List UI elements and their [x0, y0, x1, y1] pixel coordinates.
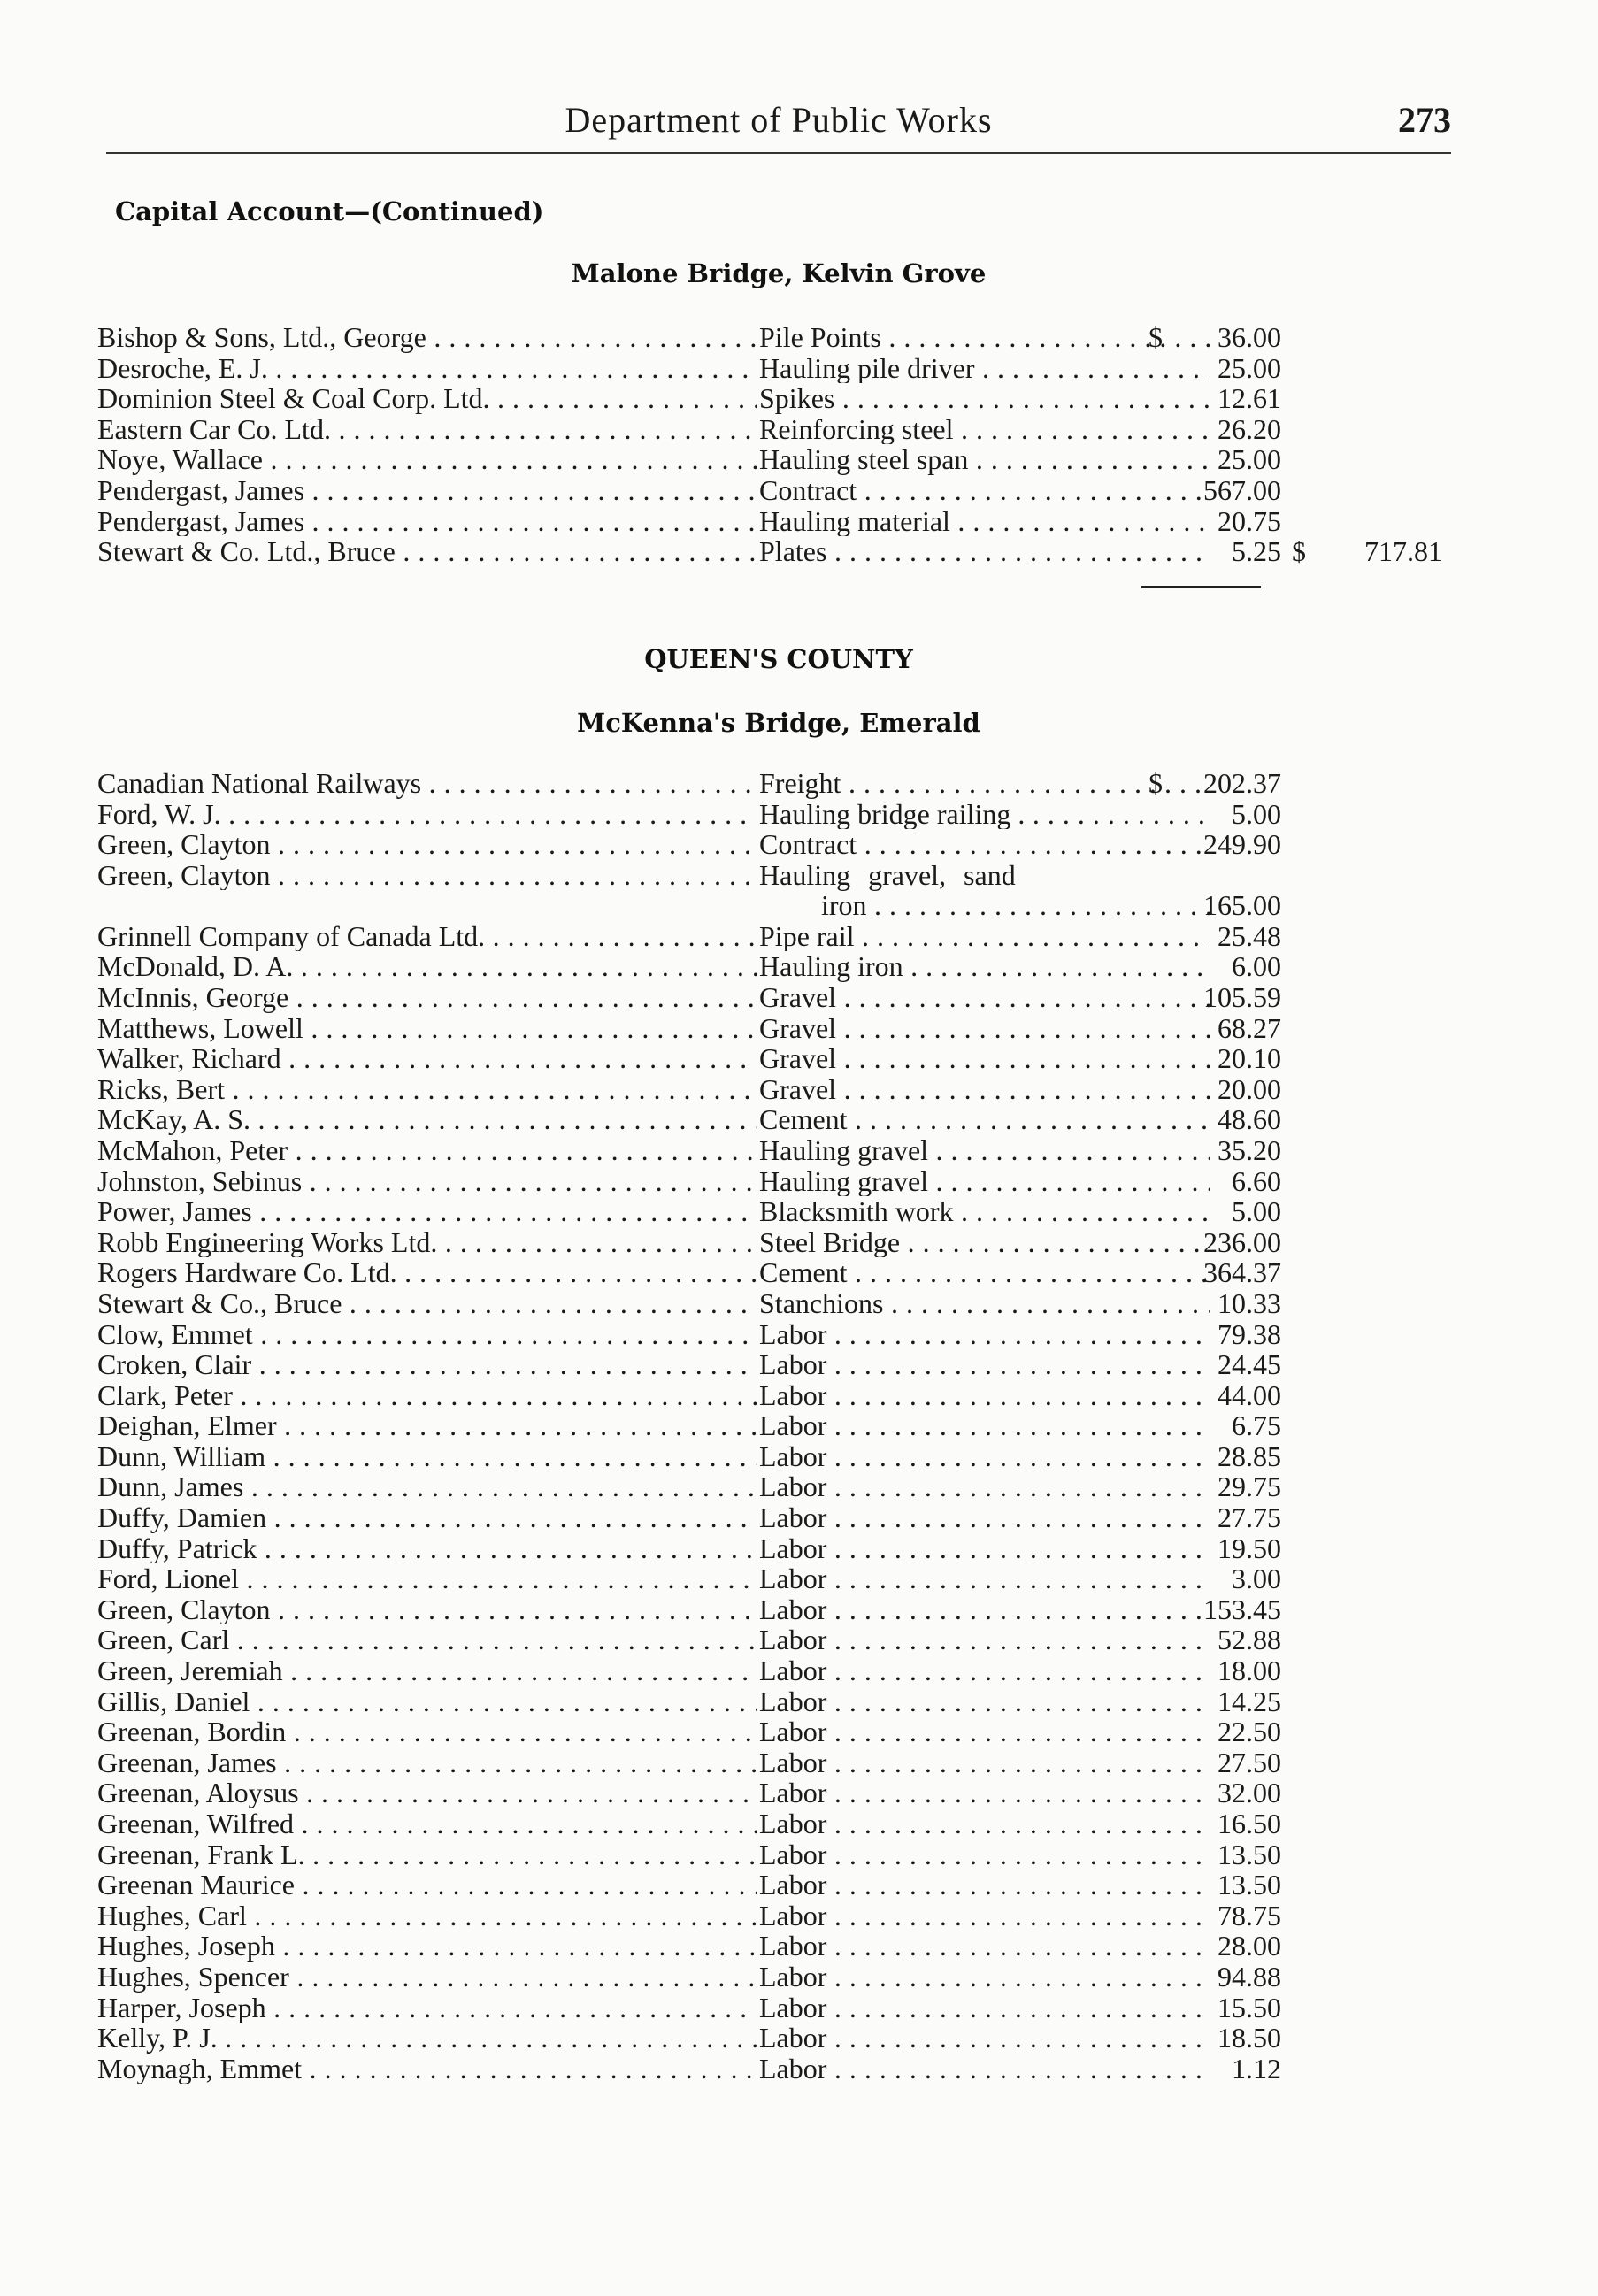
payee-name: Ford, W. J. . . .: [97, 799, 757, 830]
payee-name: Rogers Hardware Co. Ltd. . . .: [97, 1257, 757, 1288]
expense-item: Labor . . .: [759, 1349, 1210, 1380]
amount: 15.50: [1218, 1991, 1281, 2023]
amount: 36.00: [1218, 321, 1281, 353]
expense-item: Labor . . .: [759, 1808, 1210, 1839]
expense-item: Hauling iron . . .: [759, 951, 1210, 982]
ledger-row: [97, 982, 1442, 1013]
total-currency-sign: $: [1292, 535, 1306, 568]
amount: 13.50: [1218, 1869, 1281, 1901]
amount: 202.37: [1203, 767, 1281, 799]
amount: 28.85: [1218, 1440, 1281, 1472]
ledger-row: [97, 2023, 1442, 2054]
expense-item: Gravel . . .: [759, 1013, 1210, 1044]
expense-item-line: Hauling gravel, sand: [759, 858, 1016, 891]
amount: 3.00: [1232, 1563, 1281, 1595]
ledger-row: [97, 1471, 1442, 1502]
payee-name: McKay, A. S. . . .: [97, 1104, 757, 1135]
ledger-row: [97, 1257, 1442, 1288]
ledger-row: [97, 1870, 1442, 1901]
amount: 364.37: [1203, 1256, 1281, 1289]
ledger-row: [97, 1135, 1442, 1166]
payee-name: Duffy, Damien . . .: [97, 1502, 757, 1533]
ledger-row: [97, 1227, 1442, 1258]
ledger-row: [97, 1502, 1442, 1533]
expense-item: Labor . . .: [759, 1502, 1210, 1533]
expense-item: Contract . . .: [759, 829, 1210, 860]
currency-sign: $: [1149, 321, 1163, 353]
payee-name: Ford, Lionel . . .: [97, 1563, 757, 1594]
amount: 12.61: [1218, 382, 1281, 415]
expense-item: Stanchions . . .: [759, 1288, 1210, 1319]
amount: 5.00: [1232, 797, 1281, 830]
expense-item: Gravel . . .: [759, 982, 1210, 1013]
ledger-row: [97, 1716, 1442, 1747]
expense-item: Labor . . .: [759, 1533, 1210, 1564]
payee-name: Kelly, P. J. . . .: [97, 2023, 757, 2054]
payee-name: Ricks, Bert . . .: [97, 1074, 757, 1105]
amount: 105.59: [1203, 980, 1281, 1013]
payee-name: Bishop & Sons, Ltd., George . . .: [97, 322, 757, 353]
ledger-row: [97, 1043, 1442, 1074]
payee-name: Pendergast, James . . .: [97, 506, 757, 537]
ledger-row: [97, 1686, 1442, 1717]
ledger-row: [97, 1013, 1442, 1044]
payee-name: Hughes, Spencer . . .: [97, 1962, 757, 1993]
payee-name: Stewart & Co., Bruce . . .: [97, 1288, 757, 1319]
expense-item: Labor . . .: [759, 1901, 1210, 1931]
ledger-row: [97, 1410, 1442, 1441]
expense-item: Labor . . .: [759, 1380, 1210, 1411]
amount: 44.00: [1218, 1378, 1281, 1411]
malone-bridge-heading: Malone Bridge, Kelvin Grove: [571, 258, 987, 288]
amount: 27.75: [1218, 1501, 1281, 1534]
ledger-row: [97, 1166, 1442, 1197]
amount: 68.27: [1218, 1011, 1281, 1044]
running-header: [106, 99, 1451, 154]
ledger-row: [97, 1594, 1442, 1625]
expense-item: Plates . . .: [759, 536, 1210, 567]
ledger-row: [97, 322, 1442, 353]
payee-name: Greenan, Aloysus . . .: [97, 1778, 757, 1808]
ledger-row: [97, 1624, 1442, 1655]
expense-item-continuation: iron . . .: [759, 890, 1210, 921]
expense-item: Cement . . .: [759, 1257, 1210, 1288]
payee-name: Clow, Emmet . . .: [97, 1319, 757, 1350]
ledger-row: [97, 1349, 1442, 1380]
payee-name: Green, Clayton . . .: [97, 1594, 757, 1625]
amount: 6.60: [1232, 1164, 1281, 1197]
ledger-row: [97, 951, 1442, 982]
ledger-row: [97, 414, 1442, 445]
ledger-row: [97, 1747, 1442, 1778]
subtotal-rule: [1141, 586, 1261, 588]
amount: 22.50: [1218, 1716, 1281, 1748]
payee-name: Stewart & Co. Ltd., Bruce . . .: [97, 536, 757, 567]
ledger-row: [97, 1962, 1442, 1993]
amount: 26.20: [1218, 412, 1281, 445]
amount: 25.00: [1218, 443, 1281, 476]
amount: 18.00: [1218, 1655, 1281, 1687]
payee-name: Robb Engineering Works Ltd. . . .: [97, 1227, 757, 1258]
payee-name: Harper, Joseph . . .: [97, 1993, 757, 2023]
amount: 1.12: [1232, 2052, 1281, 2085]
amount: 27.50: [1218, 1746, 1281, 1778]
ledger-row: [97, 353, 1442, 384]
payee-name: Canadian National Railways . . .: [97, 768, 757, 799]
expense-item: Labor . . .: [759, 1931, 1210, 1962]
amount: 16.50: [1218, 1808, 1281, 1839]
amount: 29.75: [1218, 1471, 1281, 1503]
ledger-row: [97, 860, 1442, 921]
running-title: Department of Public Works: [565, 100, 993, 140]
amount: 35.20: [1218, 1133, 1281, 1166]
section-total: 717.81: [1364, 535, 1442, 568]
expense-item: Labor . . .: [759, 1686, 1210, 1717]
payee-name: Greenan, Wilfred . . .: [97, 1808, 757, 1839]
expense-item: Labor . . .: [759, 1655, 1210, 1686]
expense-item: Labor . . .: [759, 1471, 1210, 1502]
malone-ledger: [97, 322, 1442, 567]
expense-item: Labor . . .: [759, 1778, 1210, 1808]
amount: 28.00: [1218, 1930, 1281, 1962]
expense-item: Pile Points . . .: [759, 322, 1210, 353]
amount: 79.38: [1218, 1317, 1281, 1350]
expense-item: Labor . . .: [759, 1441, 1210, 1472]
amount: 20.00: [1218, 1072, 1281, 1105]
payee-name: Dunn, James . . .: [97, 1471, 757, 1502]
amount: 567.00: [1203, 473, 1281, 506]
payee-name: Desroche, E. J. . . .: [97, 353, 757, 384]
expense-item: Labor . . .: [759, 1594, 1210, 1625]
payee-name: Dunn, William . . .: [97, 1441, 757, 1472]
ledger-row: [97, 1563, 1442, 1594]
page-number: 273: [1398, 100, 1451, 140]
section-label: Capital Account—(Continued): [115, 196, 544, 227]
amount: 32.00: [1218, 1777, 1281, 1809]
amount: 6.00: [1232, 950, 1281, 983]
amount: 94.88: [1218, 1960, 1281, 1993]
amount: 19.50: [1218, 1532, 1281, 1564]
amount: 153.45: [1203, 1593, 1281, 1625]
expense-item: Pipe rail . . .: [759, 921, 1210, 952]
payee-name: McMahon, Peter . . .: [97, 1135, 757, 1166]
ledger-row: [97, 1319, 1442, 1350]
payee-name: Duffy, Patrick . . .: [97, 1533, 757, 1564]
ledger-row: [97, 1380, 1442, 1411]
expense-item: Steel Bridge . . .: [759, 1227, 1210, 1258]
amount: 5.00: [1232, 1195, 1281, 1228]
ledger-row: [97, 829, 1442, 860]
payee-name: Greenan, Bordin . . .: [97, 1716, 757, 1747]
amount: 6.75: [1232, 1409, 1281, 1442]
ledger-row: [97, 444, 1442, 475]
payee-name: Clark, Peter . . .: [97, 1380, 757, 1411]
amount: 24.45: [1218, 1348, 1281, 1381]
expense-item: Labor . . .: [759, 1870, 1210, 1901]
payee-name: Deighan, Elmer . . .: [97, 1410, 757, 1441]
currency-sign: $: [1149, 767, 1163, 799]
payee-name: Green, Clayton . . .: [97, 860, 757, 891]
expense-item: Labor . . .: [759, 1563, 1210, 1594]
expense-item: Gravel . . .: [759, 1043, 1210, 1074]
expense-item: Labor . . .: [759, 1410, 1210, 1441]
amount: 78.75: [1218, 1899, 1281, 1931]
amount: 13.50: [1218, 1838, 1281, 1870]
expense-item: Reinforcing steel . . .: [759, 414, 1210, 445]
ledger-row: [97, 1074, 1442, 1105]
payee-name: Johnston, Sebinus . . .: [97, 1166, 757, 1197]
ledger-row: [97, 506, 1442, 537]
ledger-row: [97, 1441, 1442, 1472]
ledger-row: [97, 1778, 1442, 1808]
ledger-row: [97, 1808, 1442, 1839]
amount: 20.75: [1218, 504, 1281, 537]
expense-item: Labor . . .: [759, 1624, 1210, 1655]
expense-item: Labor . . .: [759, 2054, 1210, 2085]
payee-name: Pendergast, James . . .: [97, 475, 757, 506]
amount: 20.10: [1218, 1042, 1281, 1075]
payee-name: Dominion Steel & Coal Corp. Ltd. . . .: [97, 383, 757, 414]
payee-name: Hughes, Joseph . . .: [97, 1931, 757, 1962]
ledger-row: [97, 1196, 1442, 1227]
payee-name: Green, Carl . . .: [97, 1624, 757, 1655]
ledger-row: [97, 1655, 1442, 1686]
payee-name: Grinnell Company of Canada Ltd. . . .: [97, 921, 757, 952]
expense-item: Labor . . .: [759, 1319, 1210, 1350]
amount: 165.00: [1203, 889, 1281, 922]
ledger-row: [97, 1104, 1442, 1135]
payee-name: Green, Clayton . . .: [97, 829, 757, 860]
expense-item: Labor . . .: [759, 1993, 1210, 2023]
expense-item: Hauling bridge railing . . . .: [759, 799, 1210, 830]
amount: 14.25: [1218, 1685, 1281, 1717]
payee-name: Green, Jeremiah . . .: [97, 1655, 757, 1686]
county-heading: QUEEN'S COUNTY: [644, 644, 913, 674]
amount: 18.50: [1218, 2022, 1281, 2054]
expense-item: Hauling steel span . . .: [759, 444, 1210, 475]
expense-item: Hauling gravel . . .: [759, 1166, 1210, 1197]
payee-name: Power, James . . .: [97, 1196, 757, 1227]
expense-item: Hauling material . . .: [759, 506, 1210, 537]
ledger-row: [97, 1288, 1442, 1319]
payee-name: Greenan, Frank L. . . .: [97, 1839, 757, 1870]
ledger-row: [97, 1931, 1442, 1962]
amount: 52.88: [1218, 1624, 1281, 1656]
mckenna-ledger: [97, 768, 1442, 2084]
payee-name: McInnis, George . . .: [97, 982, 757, 1013]
expense-item: Cement . . .: [759, 1104, 1210, 1135]
ledger-row: [97, 383, 1442, 414]
expense-item: Gravel . . .: [759, 1074, 1210, 1105]
payee-name: Croken, Clair . . .: [97, 1349, 757, 1380]
ledger-row: [97, 2054, 1442, 2085]
amount: 25.48: [1218, 919, 1281, 952]
payee-name: Noye, Wallace . . .: [97, 444, 757, 475]
payee-name: Greenan Maurice . . .: [97, 1870, 757, 1901]
expense-item: Labor . . .: [759, 1962, 1210, 1993]
ledger-row: [97, 1839, 1442, 1870]
ledger-row: [97, 1533, 1442, 1564]
payee-name: Matthews, Lowell . . .: [97, 1013, 757, 1044]
expense-item: Hauling pile driver . . .: [759, 353, 1210, 384]
payee-name: Eastern Car Co. Ltd. . . .: [97, 414, 757, 445]
ledger-row: [97, 768, 1442, 799]
ledger-row: [97, 536, 1442, 567]
expense-item: [759, 860, 1210, 921]
expense-item: Labor . . .: [759, 2023, 1210, 2054]
expense-item: Blacksmith work . . .: [759, 1196, 1210, 1227]
payee-name: McDonald, D. A. . . .: [97, 951, 757, 982]
expense-item: Freight . . .: [759, 768, 1210, 799]
ledger-row: [97, 799, 1442, 830]
amount: 48.60: [1218, 1103, 1281, 1136]
expense-item: Spikes . . .: [759, 383, 1210, 414]
expense-item: Hauling gravel . . .: [759, 1135, 1210, 1166]
amount: 249.90: [1203, 828, 1281, 861]
expense-item: Contract . . .: [759, 475, 1210, 506]
expense-item: Labor . . .: [759, 1839, 1210, 1870]
payee-name: Greenan, James . . .: [97, 1747, 757, 1778]
expense-item: Labor . . .: [759, 1747, 1210, 1778]
mckenna-bridge-heading: McKenna's Bridge, Emerald: [577, 708, 980, 738]
ledger-row: [97, 475, 1442, 506]
payee-name: Walker, Richard . . .: [97, 1043, 757, 1074]
payee-name: Hughes, Carl . . .: [97, 1901, 757, 1931]
expense-item: Labor . . .: [759, 1716, 1210, 1747]
payee-name: Moynagh, Emmet . . .: [97, 2054, 757, 2085]
ledger-row: [97, 1993, 1442, 2023]
amount: 10.33: [1218, 1286, 1281, 1319]
ledger-row: [97, 1901, 1442, 1931]
amount: 25.00: [1218, 351, 1281, 384]
amount: 5.25: [1232, 535, 1281, 568]
amount: 236.00: [1203, 1225, 1281, 1258]
payee-name: Gillis, Daniel . . .: [97, 1686, 757, 1717]
ledger-row: [97, 921, 1442, 952]
